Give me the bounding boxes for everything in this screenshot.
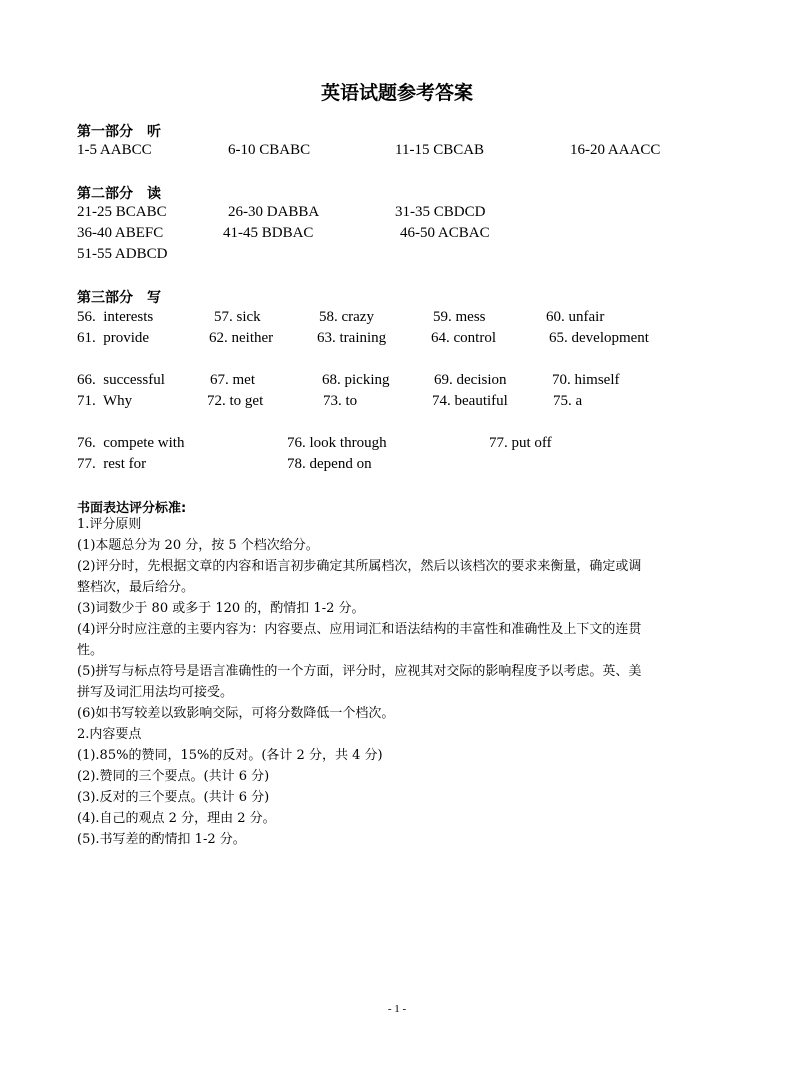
answer-cell: 61. provide bbox=[77, 330, 150, 346]
answer-cell: 59. mess bbox=[433, 309, 486, 325]
answer-cell: 21-25 BCABC bbox=[77, 204, 167, 220]
part3-row bbox=[0, 435, 794, 455]
answer-cell: 57. sick bbox=[214, 309, 261, 325]
answer-cell: 31-35 CBDCD bbox=[395, 204, 486, 220]
answer-cell: 51-55 ADBCD bbox=[77, 246, 168, 262]
rubric-line: (4).自己的观点 2 分，理由 2 分。 bbox=[77, 811, 276, 826]
answer-cell: 70. himself bbox=[552, 372, 620, 388]
part2-heading: 第二部分 读 bbox=[77, 186, 161, 202]
rubric-line: 性。 bbox=[77, 643, 104, 658]
answer-cell: 75. a bbox=[553, 393, 583, 409]
rubric-line: 拼写及词汇用法均可接受。 bbox=[77, 685, 234, 700]
answer-cell: 46-50 ACBAC bbox=[400, 225, 490, 241]
answer-cell: 64. control bbox=[431, 330, 496, 346]
rubric-line: (1).85%的赞同，15%的反对。(各计 2 分，共 4 分) bbox=[77, 748, 383, 763]
part3-row bbox=[0, 456, 794, 476]
answer-cell: 6-10 CBABC bbox=[228, 142, 311, 158]
part3-row bbox=[0, 309, 794, 329]
answer-cell: 72. to get bbox=[207, 393, 264, 409]
rubric-line: (3).反对的三个要点。(共计 6 分) bbox=[77, 790, 270, 805]
answer-cell: 26-30 DABBA bbox=[228, 204, 320, 220]
answer-cell: 36-40 ABEFC bbox=[77, 225, 164, 241]
answer-cell: 76. compete with bbox=[77, 435, 185, 451]
rubric-line: (2)评分时，先根据文章的内容和语言初步确定其所属档次，然后以该档次的要求来衡量，确定或调 bbox=[77, 559, 642, 574]
answer-cell: 63. training bbox=[317, 330, 387, 346]
answer-cell: 56. interests bbox=[77, 309, 154, 325]
rubric-heading: 书面表达评分标准: bbox=[77, 501, 187, 516]
answer-cell: 67. met bbox=[210, 372, 255, 388]
answer-cell: 68. picking bbox=[322, 372, 390, 388]
answer-cell: 58. crazy bbox=[319, 309, 374, 325]
answer-cell: 66. successful bbox=[77, 372, 165, 388]
answer-cell: 71. Why bbox=[77, 393, 133, 409]
answer-cell: 73. to bbox=[323, 393, 358, 409]
answer-cell: 16-20 AAACC bbox=[570, 142, 661, 158]
rubric-line: 2.内容要点 bbox=[77, 727, 142, 742]
part3-heading: 第三部分 写 bbox=[77, 290, 161, 306]
answer-cell: 65. development bbox=[549, 330, 649, 346]
answer-cell: 74. beautiful bbox=[432, 393, 508, 409]
rubric-line: (3)词数少于 80 或多于 120 的，酌情扣 1-2 分。 bbox=[77, 601, 365, 616]
answer-cell: 60. unfair bbox=[546, 309, 605, 325]
answer-cell: 76. look through bbox=[287, 435, 387, 451]
part3-row bbox=[0, 393, 794, 413]
part2-row bbox=[0, 225, 794, 245]
page-number: - 1 - bbox=[387, 1003, 407, 1015]
part3-row bbox=[0, 372, 794, 392]
answer-cell: 77. rest for bbox=[77, 456, 147, 472]
answer-cell: 1-5 AABCC bbox=[77, 142, 152, 158]
answer-cell: 69. decision bbox=[434, 372, 507, 388]
part2-row bbox=[0, 204, 794, 224]
part1-heading: 第一部分 听 bbox=[77, 124, 161, 140]
answer-cell: 41-45 BDBAC bbox=[223, 225, 314, 241]
rubric-line: (5).书写差的酌情扣 1-2 分。 bbox=[77, 832, 246, 847]
rubric-line: 整档次，最后给分。 bbox=[77, 580, 195, 595]
answer-cell: 77. put off bbox=[489, 435, 552, 451]
rubric-line: (2).赞同的三个要点。(共计 6 分) bbox=[77, 769, 270, 784]
rubric-line: (5)拼写与标点符号是语言准确性的一个方面，评分时，应视其对交际的影响程度予以考虑。英、美 bbox=[77, 664, 642, 679]
rubric-line: (1)本题总分为 20 分，按 5 个档次给分。 bbox=[77, 538, 319, 553]
answer-cell: 62. neither bbox=[209, 330, 274, 346]
part1-row bbox=[0, 142, 794, 162]
rubric-line: (6)如书写较差以致影响交际，可将分数降低一个档次。 bbox=[77, 706, 395, 721]
rubric-line: 1.评分原则 bbox=[77, 517, 142, 532]
part3-row bbox=[0, 330, 794, 350]
answer-cell: 11-15 CBCAB bbox=[395, 142, 485, 158]
part2-row bbox=[0, 246, 794, 266]
answer-cell: 78. depend on bbox=[287, 456, 372, 472]
rubric-line: (4)评分时应注意的主要内容为：内容要点、应用词汇和语法结构的丰富性和准确性及上下文的连贯 bbox=[77, 622, 642, 637]
page-title: 英语试题参考答案 bbox=[320, 82, 473, 104]
